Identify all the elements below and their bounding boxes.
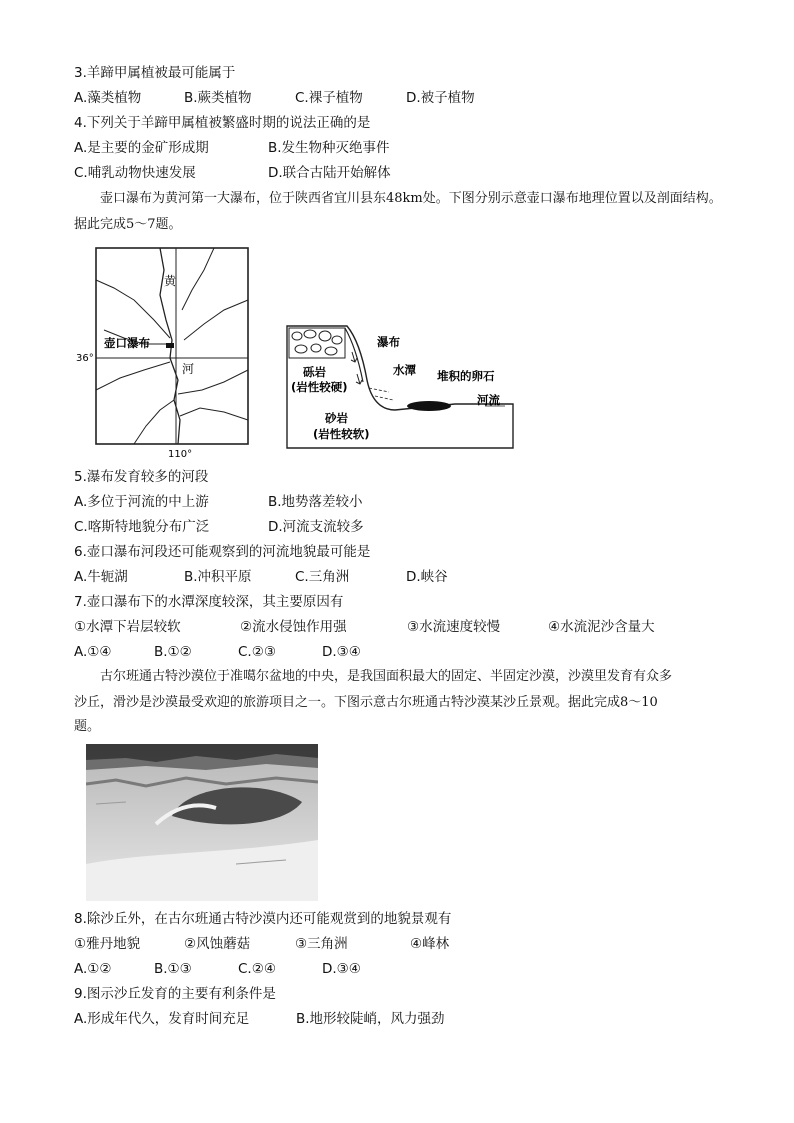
q8-option-b: B.①③	[154, 961, 192, 977]
q7-option-b: B.①②	[154, 644, 192, 660]
q8-option-a: A.①②	[74, 961, 112, 977]
q8-option-c: C.②④	[238, 961, 276, 977]
falls-marker	[166, 343, 174, 348]
q6-option-d: D.峡谷	[406, 569, 448, 585]
label-sandstone: 砂岩	[325, 411, 348, 425]
q3-option-c: C.裸子植物	[295, 90, 363, 106]
q7-option-a: A.①④	[74, 644, 112, 660]
label-hukou-falls: 壶口瀑布	[104, 336, 150, 350]
q4-option-d: D.联合古陆开始解体	[268, 165, 391, 181]
q7-option-d: D.③④	[322, 644, 361, 660]
label-conglomerate-note: (岩性较硬)	[291, 380, 348, 394]
q4-option-b: B.发生物种灭绝事件	[268, 140, 390, 156]
location-map	[74, 240, 264, 460]
passage-gurbantunggut-1: 古尔班通古特沙漠位于准噶尔盆地的中央，是我国面积最大的固定、半固定沙漠，沙漠里发育有众多	[100, 669, 673, 684]
q6-option-a: A.牛轭湖	[74, 569, 128, 585]
q9-option-a: A.形成年代久，发育时间充足	[74, 1011, 250, 1027]
q5-stem: 5.瀑布发育较多的河段	[74, 469, 209, 485]
label-latitude: 36°	[76, 353, 94, 364]
q7-stem: 7.壶口瀑布下的水潭深度较深，其主要原因有	[74, 594, 344, 610]
q5-option-d: D.河流支流较多	[268, 519, 364, 535]
q9-option-b: B.地形较陡峭，风力强劲	[296, 1011, 445, 1027]
q4-option-a: A.是主要的金矿形成期	[74, 140, 209, 156]
q8-item-4: ④峰林	[410, 936, 450, 952]
q5-option-a: A.多位于河流的中上游	[74, 494, 209, 510]
q7-item-2: ②流水侵蚀作用强	[240, 619, 347, 635]
q3-option-b: B.蕨类植物	[184, 90, 252, 106]
q6-option-c: C.三角洲	[295, 569, 350, 585]
passage-gurbantunggut-3: 题。	[74, 719, 101, 734]
q8-item-3: ③三角洲	[295, 936, 348, 952]
profile-diagram	[285, 318, 517, 450]
q6-stem: 6.壶口瀑布河段还可能观察到的河流地貌最可能是	[74, 544, 371, 560]
label-pebbles: 堆积的卵石	[437, 369, 495, 383]
q8-item-1: ①雅丹地貌	[74, 936, 141, 952]
label-waterfall: 瀑布	[377, 335, 400, 349]
label-sandstone-note: (岩性较软)	[313, 427, 370, 441]
q5-option-b: B.地势落差较小	[268, 494, 363, 510]
q7-item-1: ①水潭下岩层较软	[74, 619, 181, 635]
q3-option-a: A.藻类植物	[74, 90, 142, 106]
q7-item-4: ④水流泥沙含量大	[548, 619, 655, 635]
passage-gurbantunggut-2: 沙丘，滑沙是沙漠最受欢迎的旅游项目之一。下图示意古尔班通古特沙漠某沙丘景观。据此完成8～10	[74, 695, 658, 710]
q8-option-d: D.③④	[322, 961, 361, 977]
q9-stem: 9.图示沙丘发育的主要有利条件是	[74, 986, 276, 1002]
sand-dune-photo	[86, 744, 318, 901]
q7-item-3: ③水流速度较慢	[407, 619, 501, 635]
q8-stem: 8.除沙丘外，在古尔班通古特沙漠内还可能观赏到的地貌景观有	[74, 911, 452, 927]
label-pool: 水潭	[393, 363, 416, 377]
label-conglomerate: 砾岩	[303, 365, 326, 379]
pebble-deposit	[407, 401, 451, 411]
q4-stem: 4.下列关于羊蹄甲属植被繁盛时期的说法正确的是	[74, 115, 371, 131]
q4-option-c: C.哺乳动物快速发展	[74, 165, 196, 181]
q5-option-c: C.喀斯特地貌分布广泛	[74, 519, 210, 535]
q8-item-2: ②风蚀蘑菇	[184, 936, 251, 952]
label-huang: 黄	[164, 274, 177, 288]
q6-option-b: B.冲积平原	[184, 569, 252, 585]
q3-stem: 3.羊蹄甲属植被最可能属于	[74, 65, 236, 81]
label-river: 河流	[477, 393, 500, 407]
label-longitude: 110°	[168, 449, 193, 460]
q3-option-d: D.被子植物	[406, 90, 475, 106]
passage-hukou: 壶口瀑布为黄河第一大瀑布，位于陕西省宜川县东48km处。下图分别示意壶口瀑布地理位置以及剖面结构。据此完成5～7题。	[74, 191, 722, 232]
label-he: 河	[182, 362, 195, 376]
q7-option-c: C.②③	[238, 644, 276, 660]
